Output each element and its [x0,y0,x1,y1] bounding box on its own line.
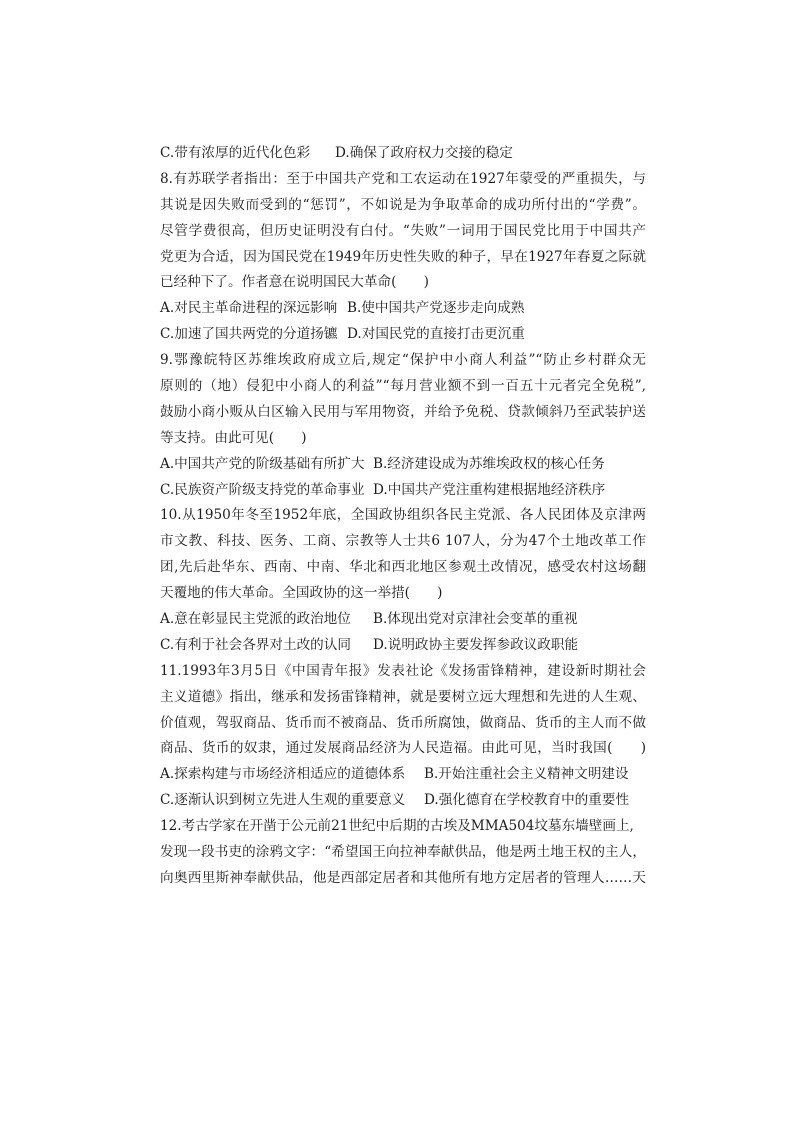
q12-stem-line: 向奥西里斯神奉献供品，他是西部定居者和其他所有地方定居者的管理人……天 [160,869,646,886]
q8-stem-line: 8.有苏联学者指出：至于中国共产党和工农运动在1927年蒙受的严重损失，与 [160,170,646,187]
q8-stem-line: 其说是因失败而受到的“惩罚”，不如说是为争取革命的成功所付出的“学费”。 [160,196,646,213]
q8-option-a: A.对民主革命进程的深远影响 [160,300,338,317]
q11-option-a: A.探索构建与市场经济相适应的道德体系 [160,766,406,783]
question-8 [160,167,646,348]
q11-stem-line: 商品、货币的奴隶，通过发展商品经济为人民造福。由此可见，当时我国( ) [160,740,646,757]
q7-options-row [160,141,646,167]
q10-stem-line: 天覆地的伟大革命。全国政协的这一举措( ) [160,585,443,602]
q8-option-b: B.使中国共产党逐步走向成熟 [347,300,525,317]
q9-stem-line: 原则的（地）侵犯中小商人的利益”“每月营业额不到一百五十元者完全免税”, [160,378,646,395]
q7-option-d: D.确保了政府权力交接的稳定 [335,145,513,161]
q11-options-row [160,788,646,814]
q8-stem-line: 已经种下了。作者意在说明国民大革命( ) [160,274,429,291]
q10-option-b: B.体现出党对京津社会变革的重视 [373,611,578,628]
q8-stem-line: 尽管学费很高，但历史证明没有白付。“失败”一词用于国民党比用于中国共产 [160,222,646,239]
q9-option-a: A.中国共产党的阶级基础有所扩大 [160,455,365,472]
q11-options-row [160,762,646,788]
q11-option-d: D.强化德育在学校教育中的重要性 [424,792,630,809]
q12-stem-line: 12.考古学家在开凿于公元前21世纪中后期的古埃及MMA504坟墓东墙壁画上, [160,818,634,835]
q12-stem-line: 发现一段书吏的涂鸦文字：“希望国王向拉神奉献供品，他是两土地王权的主人， [160,844,646,861]
q9-stem-line: 等支持。由此可见( ) [160,429,307,446]
question-10 [160,503,646,658]
q9-option-b: B.经济建设成为苏维埃政权的核心任务 [373,455,605,472]
q8-options-row [160,322,646,348]
q10-options-row [160,633,646,659]
q11-stem-line: 主义道德》指出，继承和发扬雷锋精神，就是要树立远大理想和先进的人生观、 [160,688,646,705]
question-12 [160,814,646,892]
q11-stem-line: 价值观，驾驭商品、货币而不被商品、货币所腐蚀，做商品、货币的主人而不做 [160,714,646,731]
q7-option-c: C.带有浓厚的近代化色彩 [160,145,311,161]
q10-stem-line: 市文教、科技、医务、工商、宗教等人士共6 107人，分为47个土地改革工作 [160,533,646,550]
exam-content [160,141,646,892]
q9-options-row [160,478,646,504]
q9-options-row [160,452,646,478]
question-11 [160,659,646,814]
q11-option-c: C.逐渐认识到树立先进人生观的重要意义 [160,792,406,809]
q10-options-row [160,607,646,633]
q9-option-c: C.民族资产阶级支持党的革命事业 [160,481,365,498]
q8-option-c: C.加速了国共两党的分道扬镳 [160,326,338,343]
q10-option-c: C.有利于社会各界对土改的认同 [160,636,351,653]
q10-option-d: D.说明政协主要发挥参政议政职能 [373,636,579,653]
question-9 [160,348,646,503]
q11-stem-line: 11.1993年3月5日《中国青年报》发表社论《发扬雷锋精神，建设新时期社会 [160,662,646,679]
q9-option-d: D.中国共产党注重构建根据地经济秩序 [373,481,606,498]
q8-option-d: D.对国民党的直接打击更沉重 [347,326,525,343]
q9-stem-line: 鼓励小商小贩从白区输入民用与军用物资，并给予免税、贷款倾斜乃至武装护送 [160,403,646,420]
q8-options-row [160,296,646,322]
q10-stem-line: 团,先后赴华东、西南、中南、华北和西北地区参观土改情况，感受农村这场翻 [160,559,646,576]
q10-stem-line: 10.从1950年冬至1952年底，全国政协组织各民主党派、各人民团体及京津两 [160,507,646,524]
q9-stem-line: 9.鄂豫皖特区苏维埃政府成立后,规定“保护中小商人利益”“防止乡村群众无 [160,352,646,369]
q11-option-b: B.开始注重社会主义精神文明建设 [424,766,629,783]
q10-option-a: A.意在彰显民主党派的政治地位 [160,611,351,628]
q8-stem-line: 党更为合适，因为国民党在1949年历史性失败的种子，早在1927年春夏之际就 [160,248,646,265]
